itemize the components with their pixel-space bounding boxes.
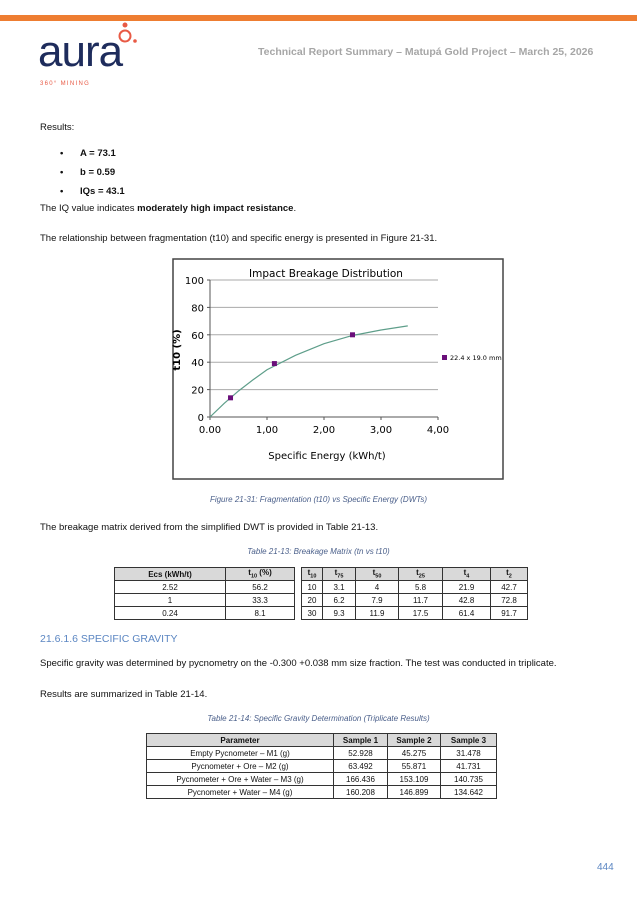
col-sample-2: Sample 2	[388, 734, 441, 747]
table-row	[147, 760, 497, 773]
table-cell: 42.7	[491, 581, 528, 594]
table-cell: 4	[356, 581, 399, 594]
relationship-text: The relationship between fragmentation (t10) and specific energy is presented in Figure 21-31.	[40, 233, 438, 244]
col-sample-1: Sample 1	[334, 734, 388, 747]
table-cell: 10	[302, 581, 323, 594]
logo-subtitle: 360° MINING	[40, 81, 91, 87]
table-cell: 52.928	[334, 747, 388, 760]
table-cell: 134.642	[441, 786, 497, 799]
table-cell: 45.275	[388, 747, 441, 760]
sg-text: Specific gravity was determined by pycnometry on the -0.300 +0.038 mm size fraction. The test was conducted in triplicate.	[40, 658, 557, 669]
x-axis-label: Specific Energy (kWh/t)	[268, 451, 386, 462]
table-row	[147, 786, 497, 799]
figure-caption: Figure 21-31: Fragmentation (t10) vs Specific Energy (DWTs)	[209, 495, 428, 504]
table-cell: 41.731	[441, 760, 497, 773]
table-cell: 6.2	[323, 594, 356, 607]
table-cell: 63.492	[334, 760, 388, 773]
bullet-a: • A = 73.1	[80, 148, 116, 159]
table-cell: 2.52	[115, 581, 226, 594]
iq-suffix: .	[293, 203, 297, 214]
table-cell: 160.208	[334, 786, 388, 799]
y-tick-label: 0	[197, 413, 204, 424]
table-cell: 0.24	[115, 607, 226, 620]
table-cell: 42.8	[443, 594, 491, 607]
col-t75: $t_{75}$	[323, 568, 356, 581]
col-t2: $t_2$	[491, 568, 528, 581]
x-tick-label: 3,00	[369, 425, 393, 436]
y-tick-label: 60	[191, 330, 204, 342]
col-t50: $t_{50}$	[356, 568, 399, 581]
logo-dot-icon	[116, 22, 142, 48]
bullet-iqs: • IQs = 43.1	[80, 186, 125, 197]
breakage-matrix-table	[114, 567, 528, 620]
logo: aura	[38, 27, 123, 76]
table-cell: 61.4	[443, 607, 491, 620]
table-cell: 30	[302, 607, 323, 620]
table-cell: 8.1	[226, 607, 295, 620]
table-gap	[295, 594, 302, 607]
table-cell: 72.8	[491, 594, 528, 607]
table-cell: 5.8	[399, 581, 443, 594]
results-label: Results:	[40, 122, 75, 133]
col-sample-3: Sample 3	[441, 734, 497, 747]
table-cell: 31.478	[441, 747, 497, 760]
data-point	[272, 361, 277, 366]
col-t25: $t_{25}$	[399, 568, 443, 581]
table-cell: 140.735	[441, 773, 497, 786]
col-t10-percent: $t_{10}$ (%)	[226, 568, 295, 581]
iq-bold: moderately high impact resistance	[137, 203, 294, 214]
table-cell: 20	[302, 594, 323, 607]
bullet-b: • b = 0.59	[80, 167, 115, 178]
summary-text: Results are summarized in Table 21-14.	[40, 689, 208, 700]
table-cell: Pycnometer + Water – M4 (g)	[147, 786, 334, 799]
y-tick-label: 100	[184, 276, 204, 287]
table-row	[115, 594, 528, 607]
table-row	[147, 773, 497, 786]
table-header-row	[115, 568, 528, 581]
section-heading: 21.6.1.6 SPECIFIC GRAVITY	[40, 633, 178, 645]
header-accent-bar	[0, 15, 637, 21]
table-cell: 9.3	[323, 607, 356, 620]
table-row	[115, 581, 528, 594]
y-tick-label: 40	[191, 358, 204, 370]
table-cell: 146.899	[388, 786, 441, 799]
table-gap	[295, 607, 302, 620]
legend-label: 22.4 x 19.0 mm	[450, 354, 502, 362]
header-title: Technical Report Summary – Matupá Gold Project – March 25, 2026	[258, 46, 594, 58]
col-ecs: Ecs (kWh/t)	[115, 568, 226, 581]
table-cell: 21.9	[443, 581, 491, 594]
impact-breakage-chart	[172, 258, 504, 480]
table-row	[115, 607, 528, 620]
table-gap	[295, 568, 302, 581]
table-header-row	[147, 734, 497, 747]
table-cell: 11.7	[399, 594, 443, 607]
specific-gravity-table	[146, 733, 497, 799]
chart-title: Impact Breakage Distribution	[249, 268, 403, 280]
table-cell: Empty Pycnometer – M1 (g)	[147, 747, 334, 760]
table-cell: 166.436	[334, 773, 388, 786]
x-tick-label: 4,00	[426, 425, 450, 436]
col-parameter: Parameter	[147, 734, 334, 747]
x-tick-label: 2,00	[312, 425, 336, 436]
chart-frame	[173, 259, 503, 479]
table-cell: Pycnometer + Ore – M2 (g)	[147, 760, 334, 773]
table-cell: 56.2	[226, 581, 295, 594]
table2-caption: Table 21-14: Specific Gravity Determination (Triplicate Results)	[207, 714, 430, 723]
y-tick-label: 80	[191, 303, 204, 315]
table-cell: 33.3	[226, 594, 295, 607]
table-cell: 91.7	[491, 607, 528, 620]
table-cell: 11.9	[356, 607, 399, 620]
col-t10: $t_{10}$	[302, 568, 323, 581]
table1-caption: Table 21-13: Breakage Matrix (tn vs t10)	[247, 547, 390, 556]
y-axis-label: t10 (%)	[172, 329, 183, 371]
data-point	[228, 395, 233, 400]
table-cell: 3.1	[323, 581, 356, 594]
legend-marker	[442, 355, 447, 360]
table-row	[147, 747, 497, 760]
table-cell: 55.871	[388, 760, 441, 773]
table-cell: 7.9	[356, 594, 399, 607]
page-number: 444	[597, 862, 614, 873]
col-t4: $t_4$	[443, 568, 491, 581]
iq-prefix: The IQ value indicates	[40, 203, 138, 214]
iq-sentence	[40, 203, 296, 214]
table-gap	[295, 581, 302, 594]
table-cell: Pycnometer + Ore + Water – M3 (g)	[147, 773, 334, 786]
table-cell: 17.5	[399, 607, 443, 620]
x-tick-label: 1,00	[255, 425, 279, 436]
table-cell: 1	[115, 594, 226, 607]
table-cell: 153.109	[388, 773, 441, 786]
y-tick-label: 20	[191, 385, 204, 397]
matrix-text: The breakage matrix derived from the simplified DWT is provided in Table 21-13.	[40, 522, 379, 533]
x-tick-label: 0.00	[198, 425, 222, 436]
data-point	[350, 332, 355, 337]
